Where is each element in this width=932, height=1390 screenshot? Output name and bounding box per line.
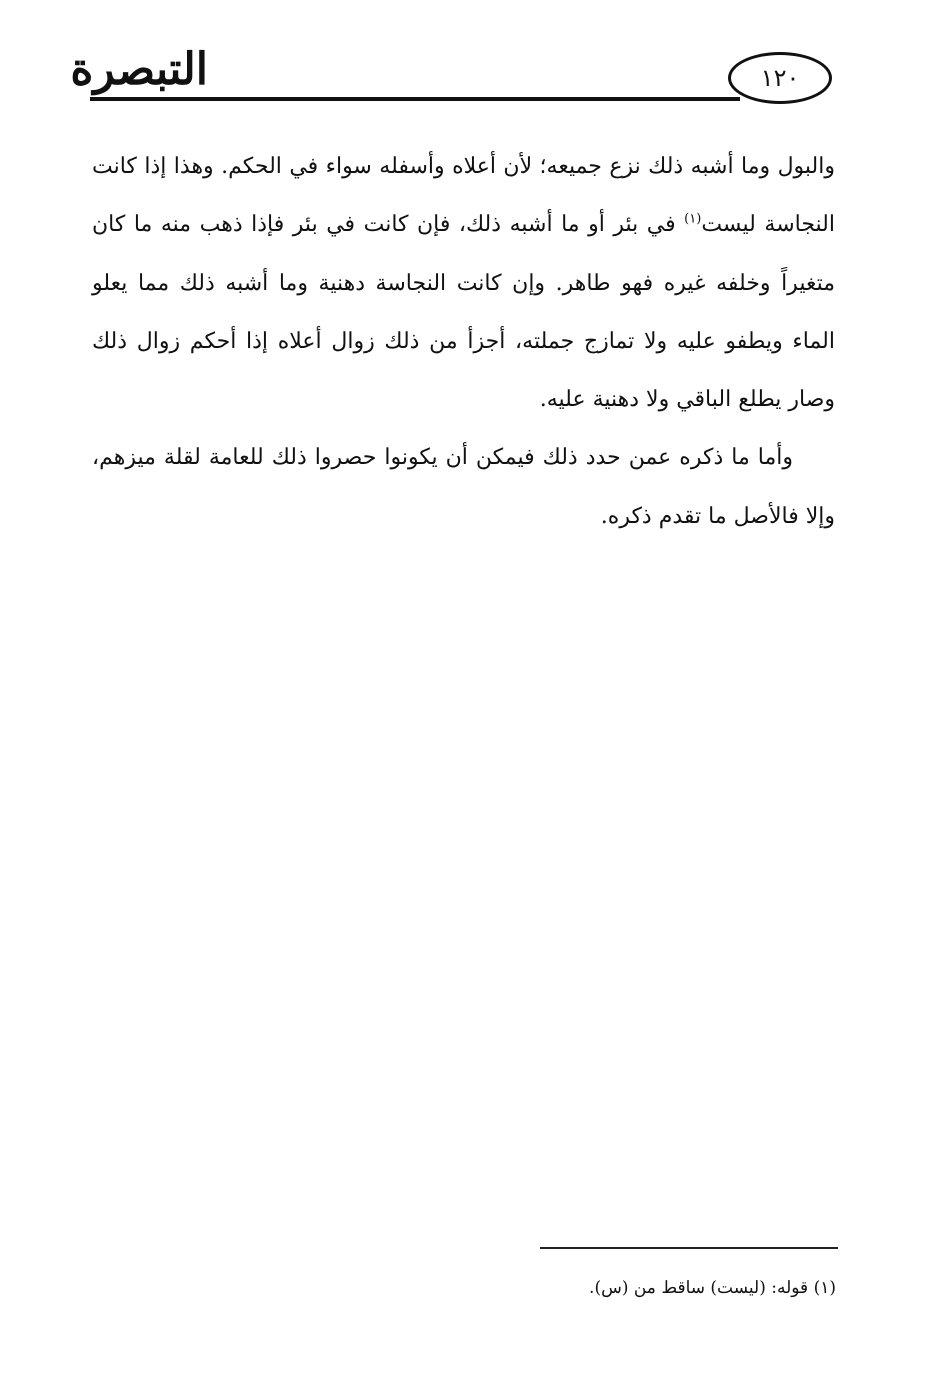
main-text bbox=[92, 138, 835, 546]
paragraph-1-after-ref: في بئر أو ما أشبه ذلك، فإن كانت في بئر فإذا ذهب منه ما كان متغيراً وخلفه غيره فهو طاهر. وإن كانت النجاسة دهنية وما أشبه ذلك مما يعلو الماء ويطفو عليه ولا تمازج جملته، أجزأ من ذلك زوال أعلاه إذا أحكم زوال ذلك وصار يطلع الباقي ولا دهنية عليه. bbox=[92, 212, 835, 413]
paragraph-1-before-ref: والبول وما أشبه ذلك نزع جميعه؛ لأن أعلاه وأسفله سواء في الحكم. وهذا إذا كانت النجاسة ليست bbox=[92, 154, 835, 238]
footnote-reference: (١) bbox=[684, 211, 702, 227]
page-number-oval bbox=[728, 52, 832, 104]
book-title: التبصرة bbox=[70, 44, 208, 95]
page-header bbox=[0, 0, 932, 130]
header-rule bbox=[90, 97, 740, 101]
paragraph-1 bbox=[92, 138, 835, 429]
footnote-separator bbox=[540, 1247, 838, 1249]
footnote-1: (١) قوله: (ليست) ساقط من (س). bbox=[589, 1278, 836, 1298]
paragraph-2: وأما ما ذكره عمن حدد ذلك فيمكن أن يكونوا حصروا ذلك للعامة لقلة ميزهم، وإلا فالأصل ما تقدم ذكره. bbox=[92, 445, 835, 529]
page-number: ١٢٠ bbox=[760, 64, 800, 92]
